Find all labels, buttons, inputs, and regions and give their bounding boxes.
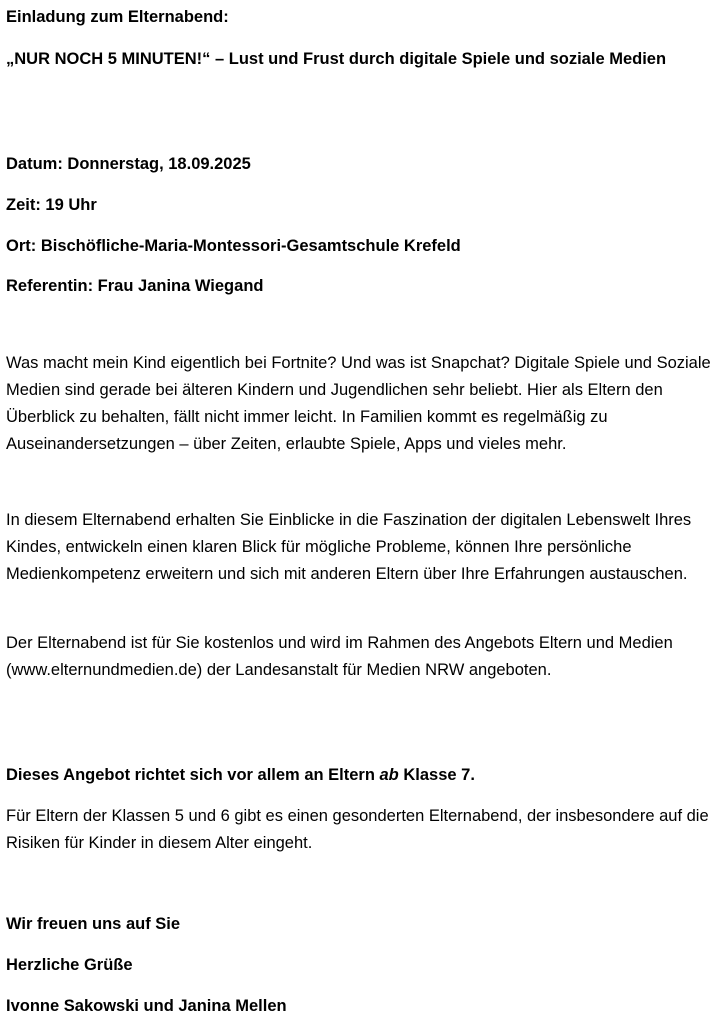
- audience-statement: [6, 762, 712, 789]
- audience-suffix: Klasse 7.: [398, 766, 475, 784]
- audience-prefix: Dieses Angebot richtet sich vor allem an Eltern: [6, 766, 380, 784]
- audience-emphasis: ab: [379, 766, 399, 784]
- intro-paragraph: Was macht mein Kind eigentlich bei Fortnite? Und was ist Snapchat? Digitale Spiele und Soziale Medien sind gerade bei älteren Kindern und Jugendlichen sehr beliebt. Hier als Eltern den Überblick zu behalten, fällt nicht immer leicht. In Familien kommt es regelmäßig zu Auseinandersetzungen – über Zeiten, erlaubte Spiele, Apps und vieles mehr.: [6, 354, 711, 453]
- event-speaker: Referentin: Frau Janina Wiegand: [6, 277, 264, 295]
- invitation-heading: Einladung zum Elternabend:: [6, 8, 229, 26]
- closing-line: Wir freuen uns auf Sie: [6, 915, 181, 933]
- event-date: Datum: Donnerstag, 18.09.2025: [6, 155, 251, 173]
- audience-note: Für Eltern der Klassen 5 und 6 gibt es einen gesonderten Elternabend, der insbesondere auf die Risiken für Kinder in diesem Alter eingeht.: [6, 807, 709, 852]
- signatures: Ivonne Sakowski und Janina Mellen: [6, 997, 287, 1015]
- event-location: Ort: Bischöfliche-Maria-Montessori-Gesamtschule Krefeld: [6, 237, 461, 255]
- greeting-line: Herzliche Grüße: [6, 956, 133, 974]
- event-title: „NUR NOCH 5 MINUTEN!“ – Lust und Frust durch digitale Spiele und soziale Medien: [6, 50, 667, 68]
- event-time: Zeit: 19 Uhr: [6, 196, 97, 214]
- cost-paragraph: Der Elternabend ist für Sie kostenlos und wird im Rahmen des Angebots Eltern und Medien (www.elternundmedien.de) der Landesanstalt für Medien NRW angeboten.: [6, 634, 673, 679]
- content-paragraph: In diesem Elternabend erhalten Sie Einblicke in die Faszination der digitalen Lebenswelt Ihres Kindes, entwickeln einen klaren Blick für mögliche Probleme, können Ihre persönliche Medienkompetenz erweitern und sich mit anderen Eltern über Ihre Erfahrungen austauschen.: [6, 511, 692, 583]
